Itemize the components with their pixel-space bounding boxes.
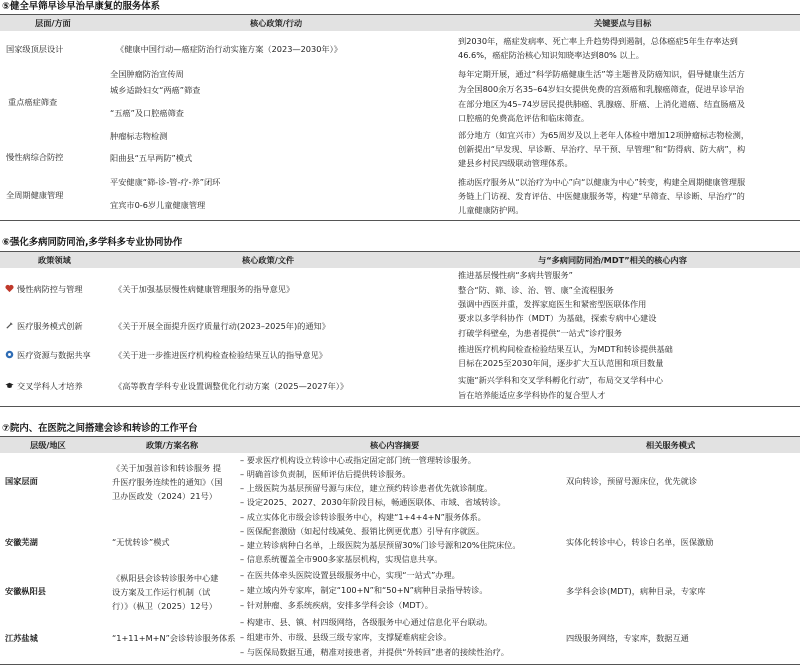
region-label: 江苏盐城 [5, 633, 38, 643]
policy-name: 肿瘤标志物检测 [110, 131, 168, 141]
share-icon [5, 350, 14, 359]
section-6-header-row [0, 252, 800, 268]
header-cell: 关键要点与目标 [594, 18, 652, 28]
service-mode: 实体化转诊中心，转诊白名单，医保激励 [566, 537, 714, 547]
summary-line: – 医保配套激励（如起付线减免、报销比例更优惠）引导有序就医。 [240, 526, 485, 536]
summary-line: – 明确首诊负责制，医师评估后提供转诊服务。 [240, 469, 411, 479]
region-label: 安徽芜湖 [5, 537, 38, 547]
key-point: 推进医疗机构间检查检验结果互认，为MDT和转诊提供基础 [458, 344, 673, 354]
policy-name: 平安健康“筛-诊-管-疗-养”闭环 [110, 177, 221, 187]
policy-name: “1+11+M+N”会诊转诊服务体系 [112, 633, 236, 643]
policy-name: 阳曲县“五早两防”模式 [110, 153, 193, 163]
policy-name: 行）》（枞卫（2025）12号） [112, 601, 217, 611]
section-7-title: ⑦院内、在医院之间搭建会诊和转诊的工作平台 [2, 423, 198, 434]
key-point: 建县乡村民四级联动管理体系。 [458, 158, 573, 168]
key-point: 目标在2025至2030年间，逐步扩大互认范围和项目数量 [458, 358, 664, 368]
key-point: 强调中西医并重，发挥家庭医生和紧密型医联体作用 [458, 299, 647, 309]
summary-line: – 成立实体化市级会诊转诊服务中心，构建“1+4+4+N”服务体系。 [240, 512, 486, 522]
service-mode: 四级服务网络，专家库，数据互通 [566, 633, 689, 643]
summary-line: – 构建市、县、镇、村四级网络，各级服务中心通过信息化平台联动。 [240, 617, 493, 627]
summary-line: – 设定2025、2027、2030年阶段目标，畅通医联体、市域、省域转诊。 [240, 497, 506, 507]
policy-name: 《关于加强基层慢性病健康管理服务的指导意见》 [114, 284, 295, 294]
header-cell: 核心政策/行动 [250, 18, 303, 28]
key-point: 打破学科壁垒，为患者提供“一站式”诊疗服务 [458, 328, 623, 338]
section-6-title: ⑥强化多病同防同治,多学科多专业协同协作 [2, 237, 183, 248]
section-7-header-row [0, 437, 800, 453]
header-cell: 与“多病同防同治/MDT”相关的核心内容 [538, 255, 687, 265]
summary-line: – 与医保局数据互通，精准对接患者，并提供“外转回”患者的接续性治疗。 [240, 647, 509, 657]
policy-name: 设方案及工作运行机制（试 [112, 587, 211, 597]
key-point: 46.6%，癌症防治核心知识知晓率达到80% 以上。 [458, 50, 644, 60]
policy-name: “五癌”及口腔癌筛查 [110, 108, 184, 118]
key-point: 实施“新兴学科和交叉学科孵化行动”，布局交叉学科中心 [458, 375, 663, 385]
summary-line: – 组建市外、市级、县级三级专家库，支撑疑难病症会诊。 [240, 632, 452, 642]
row-label: 慢性病综合防控 [6, 152, 64, 162]
header-cell: 核心政策/文件 [242, 255, 295, 265]
divider [0, 220, 800, 221]
policy-name: 《关于进一步推进医疗机构检查检验结果互认的指导意见》 [114, 350, 327, 360]
key-point: 推动医疗服务从“以治疗为中心”向“以健康为中心”转变，构建全周期健康管理服 [458, 177, 746, 187]
summary-line: – 针对肿瘤、多系统疾病，安排多学科会诊（MDT）。 [240, 600, 433, 610]
summary-line: – 建立转诊病种白名单，上级医院为基层预留30%门诊号源和20%住院床位。 [240, 540, 521, 550]
region-label: 安徽枞阳县 [5, 586, 46, 596]
header-cell: 核心内容摘要 [370, 440, 420, 450]
header-cell: 政策/方案名称 [146, 440, 199, 450]
summary-line: – 建立域内外专家库，制定“100+N”和“50+N”病种目录指导转诊。 [240, 585, 488, 595]
key-point: 部分地方（如宜兴市）为65周岁及以上老年人体检中增加12项肿瘤标志物检测， [458, 130, 750, 140]
summary-line: – 要求医疗机构设立转诊中心或指定固定部门统一管理转诊服务。 [240, 455, 476, 465]
policy-name: 全国肿瘤防治宣传周 [110, 69, 184, 79]
key-point: 每年定期开展，通过“科学防癌健康生活”等主题普及防癌知识，倡导健康生活方 [458, 69, 745, 79]
region-label: 国家层面 [5, 476, 38, 486]
policy-name: 《关于加强首诊和转诊服务 提 [112, 463, 222, 473]
policy-name: 城乡适龄妇女“两癌”筛查 [110, 85, 201, 95]
divider [0, 406, 800, 407]
summary-line: – 信息系统覆盖全市900多家基层机构，实现信息共享。 [240, 554, 443, 564]
key-point: 推进基层慢性病“多病共管服务” [458, 270, 573, 280]
row-label: 慢性病防控与管理 [5, 284, 83, 294]
heart-icon [5, 284, 14, 293]
key-point: 整合“防、筛、诊、治、管、康”全流程服务 [458, 285, 614, 295]
key-point: 儿童健康防护网。 [458, 205, 524, 215]
summary-line: – 在医共体牵头医院设置县级服务中心，实现“一站式”办理。 [240, 570, 460, 580]
service-mode: 多学科会诊(MDT)，病种目录，专家库 [566, 586, 706, 596]
divider [0, 664, 800, 665]
syringe-icon [5, 321, 14, 330]
key-point: 为全国800余万名35–64岁妇女提供免费的宫颈癌和乳腺癌筛查，促进早诊早治 [458, 84, 745, 94]
key-point: 要求以多学科协作（MDT）为基础，探索专病中心建设 [458, 313, 657, 323]
policy-name: 《关于开展全面提升医疗质量行动(2023–2025年)的通知》 [114, 321, 330, 331]
header-cell: 政策领域 [38, 255, 71, 265]
policy-name: 《高等教育学科专业设置调整优化行动方案（2025—2027年）》 [114, 381, 349, 391]
policy-name: 升医疗服务连续性的通知》（国 [112, 477, 223, 487]
policy-name: 卫办医政发（2024）21号） [112, 491, 217, 501]
summary-line: – 上级医院为基层预留号源与床位，建立预约转诊患者优先就诊制度。 [240, 483, 493, 493]
policy-name: 《健康中国行动—癌症防治行动实施方案（2023—2030年）》 [116, 44, 342, 54]
service-mode: 双向转诊，预留号源床位，优先就诊 [566, 476, 698, 486]
key-point: 务链上门访视、发育评估、中医健康服务等，构建“早筛查、早诊断、早治疗”的 [458, 191, 745, 201]
policy-name: 《枞阳县会诊转诊服务中心建 [112, 573, 219, 583]
key-point: 旨在培养能适应多学科协作的复合型人才 [458, 390, 606, 400]
key-point: 到2030年，癌症发病率、死亡率上升趋势得到遏制，总体癌症5年生存率达到 [458, 36, 738, 46]
row-label: 医疗服务模式创新 [5, 321, 83, 331]
row-label: 全周期健康管理 [6, 190, 64, 200]
header-cell: 层级/地区 [30, 440, 66, 450]
row-label: 重点癌症筛查 [8, 97, 58, 107]
policy-name: “无忧转诊”模式 [112, 537, 170, 547]
key-point: 在部分地区为45–74岁居民提供肺癌、乳腺癌、肝癌、上消化道癌、结直肠癌及 [458, 99, 745, 109]
section-5-header-row [0, 15, 800, 31]
row-label: 国家级顶层设计 [6, 44, 64, 54]
graduation-cap-icon [5, 381, 14, 390]
section-5-title: ⑤健全早筛早诊早治早康复的服务体系 [2, 1, 160, 12]
policy-name: 宜宾市0-6岁儿童健康管理 [110, 200, 206, 210]
row-label: 交叉学科人才培养 [5, 381, 83, 391]
key-point: 创新提出“早发现、早诊断、早治疗、早干预、早管理”和“防得病、防大病”，构 [458, 144, 746, 154]
header-cell: 相关服务模式 [646, 440, 696, 450]
header-cell: 层面/方面 [35, 18, 71, 28]
row-label: 医疗资源与数据共享 [5, 350, 91, 360]
key-point: 口腔癌的免费高危评估和临床筛查。 [458, 113, 590, 123]
